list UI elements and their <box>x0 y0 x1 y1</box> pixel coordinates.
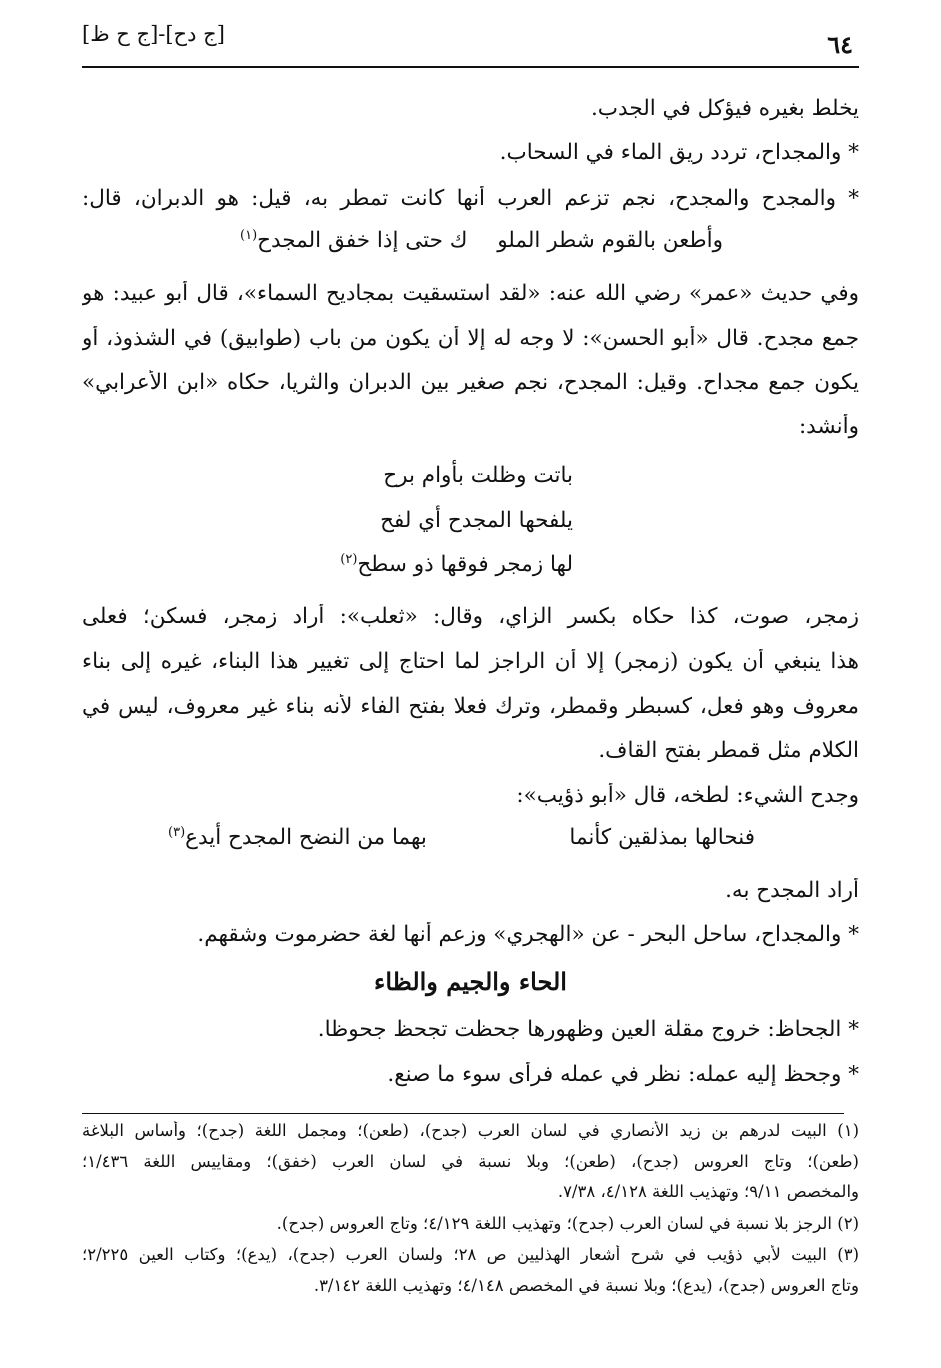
verse2-first-hemistich: فنحالها بمذلقين كأنما <box>569 825 755 850</box>
footnote-line: (٢) الرجز بلا نسبة في لسان العرب (جدح)؛ وتهذيب اللغة ٤/١٢٩؛ وتاج العروس (جدح). <box>276 1214 859 1233</box>
footnote-line: (٣) البيت لأبي ذؤيب في شرح أشعار الهذليين ص ٢٨؛ ولسان العرب (جدح)، (يدع)؛ وكتاب العين ٢/٢٢٥؛ <box>82 1245 859 1264</box>
body-line: معروف وهو فعل، كسبطر وقمطر، وترك فعلا بفتح الفاء لأنه بناء غير معروف، ليس في <box>82 694 859 719</box>
header-rule <box>82 66 859 68</box>
verse2-second-text: بهما من النضح المجدح أيدع <box>185 825 427 851</box>
footnote-ref: (٣) <box>168 825 186 840</box>
footnote-rule <box>82 1113 844 1114</box>
entries-range-header: [ج دح]-[ج ح ظ] <box>82 22 225 46</box>
body-line: أراد المجدح به. <box>725 878 859 903</box>
verse2-second-hemistich <box>168 825 427 850</box>
footnote-line: (١) البيت لدرهم بن زيد الأنصاري في لسان العرب (جدح)، (طعن)؛ ومجمل اللغة (جدح)؛ وأساس البلاغة <box>82 1121 859 1140</box>
rajaz-line: يلفحها المجدح أي لفح <box>380 508 573 533</box>
body-line: يكون جمع مجداح. وقيل: المجدح، نجم صغير بين الدبران والثريا، حكاه «ابن الأعرابي» <box>82 370 859 395</box>
footnote-line: (طعن)؛ وتاج العروس (جدح)، (طعن)؛ وبلا نسبة في لسان العرب (خفق)؛ ومقاييس اللغة ١/٤٣٦؛ <box>82 1152 859 1171</box>
body-line: * والمجداح، تردد ريق الماء في السحاب. <box>499 140 859 165</box>
body-line: * والمجدح والمجدح، نجم تزعم العرب أنها كانت تمطر به، قيل: هو الدبران، قال: <box>82 186 859 211</box>
verse1-second-hemistich <box>240 228 468 253</box>
body-line: وجدح الشيء: لطخه، قال «أبو ذؤيب»: <box>516 783 859 808</box>
body-line: جمع مجدح. قال «أبو الحسن»: لا وجه له إلا أن يكون من باب (طوابيق) في الشذوذ، أو <box>82 326 859 351</box>
rajaz-line-text: لها زمجر فوقها ذو سطح <box>357 552 573 578</box>
body-line: زمجر، صوت، كذا حكاه بكسر الزاي، وقال: «ثعلب»: أراد زمجر، فسكن؛ فعلى <box>82 604 859 629</box>
body-line: * وجحظ إليه عمله: نظر في عمله فرأى سوء ما صنع. <box>387 1062 859 1087</box>
rajaz-line <box>340 552 573 577</box>
footnote-ref: (٢) <box>340 552 358 567</box>
footnote-line: والمخصص ٩/١١؛ وتهذيب اللغة ٤/١٢٨، ٧/٣٨. <box>557 1182 859 1201</box>
body-line: هذا ينبغي أن يكون (زمجر) إلا أن الراجز لما احتاج إلى تغيير هذا البناء، غيره إلى بناء <box>82 649 859 674</box>
body-line: وفي حديث «عمر» رضي الله عنه: «لقد استسقيت بمجاديح السماء»، قال أبو عبيد: هو <box>82 281 859 306</box>
body-line: * الجحاظ: خروج مقلة العين وظهورها جحظت تجحظ جحوظا. <box>317 1017 859 1042</box>
verse1-first-hemistich: وأطعن بالقوم شطر الملو <box>497 228 723 253</box>
footnote-ref: (١) <box>240 228 258 243</box>
rajaz-line: باتت وظلت بأوام برح <box>383 463 573 488</box>
body-line: * والمجداح، ساحل البحر - عن «الهجري» وزعم أنها لغة حضرموت وشقهم. <box>197 922 859 947</box>
footnote-line: وتاج العروس (جدح)، (يدع)؛ وبلا نسبة في المخصص ٤/١٤٨؛ وتهذيب اللغة ٣/١٤٢. <box>313 1276 859 1295</box>
verse1-second-text: ك حتى إذا خفق المجدح <box>257 228 468 254</box>
body-line: يخلط بغيره فيؤكل في الجدب. <box>590 96 859 121</box>
body-line: وأنشد: <box>798 414 859 439</box>
page-number: ٦٤ <box>827 30 853 59</box>
body-line: الكلام مثل قمطر بفتح القاف. <box>598 738 859 763</box>
section-heading: الحاء والجيم والظاء <box>374 967 567 996</box>
